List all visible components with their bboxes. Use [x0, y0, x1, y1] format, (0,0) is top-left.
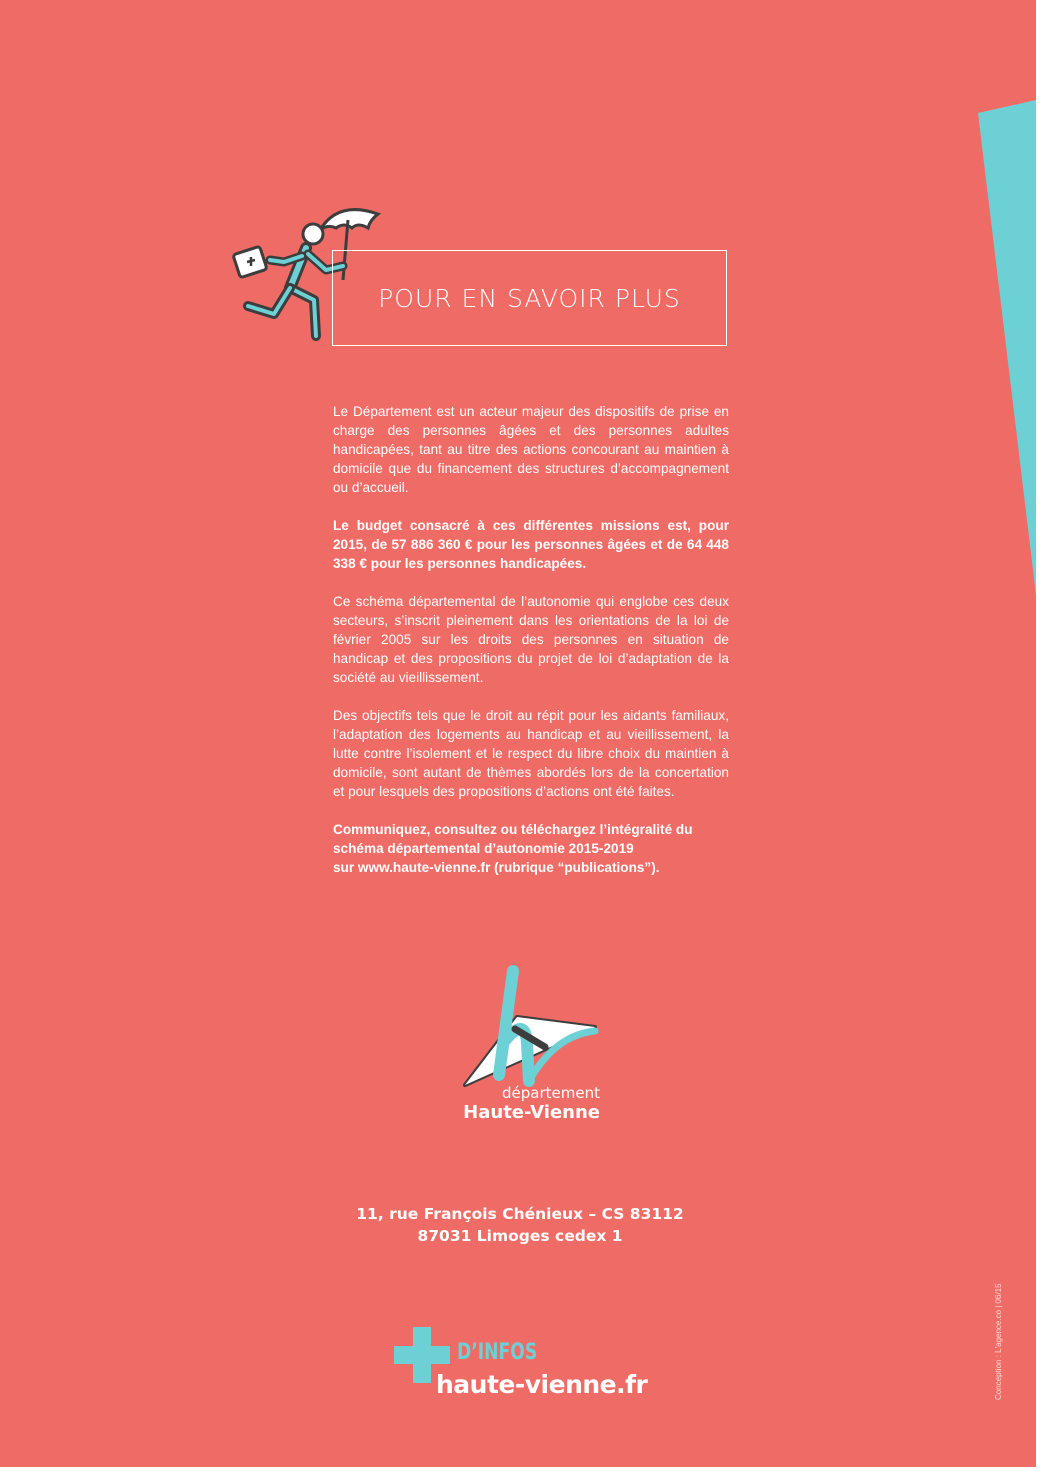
paragraph-schema: Ce schéma départemental de l’autonomie qui englobe ces deux secteurs, s’inscrit pleinement dans les orientations de la loi de février 2005 sur les droits des personnes en situation de handicap et des propositions du projet de loi d’adaptation de la société au vieillissement. [333, 594, 729, 685]
title-box [332, 250, 727, 346]
dinfos-label: D’INFOS [457, 1340, 538, 1365]
paragraph-budget: Le budget consacré à ces différentes missions est, pour 2015, de 57 886 360 € pour les personnes âgées et de 64 448 338 € pour les personnes handicapées. [333, 518, 729, 571]
body-text [333, 402, 729, 896]
logo-line-departement: département [502, 1084, 600, 1102]
paragraph-intro: Le Département est un acteur majeur des dispositifs de prise en charge des personnes âgées et des personnes adultes handicapées, tant au titre des actions concourant au maintien à domicile que du financement des structures d’accompagnement ou d’accueil. [333, 404, 729, 495]
paragraph-publication [333, 820, 729, 877]
logo-line-haute-vienne: Haute-Vienne [463, 1102, 600, 1123]
publication-line-1: Communiquez, consultez ou téléchargez l’intégralité du [333, 822, 693, 837]
postal-address [320, 1203, 720, 1247]
publication-line-3[interactable]: sur www.haute-vienne.fr (rubrique “publications”). [333, 860, 660, 875]
address-line-2: 87031 Limoges cedex 1 [417, 1227, 623, 1245]
publication-line-2: schéma départemental d’autonomie 2015-2019 [333, 841, 634, 856]
page-title: POUR EN SAVOIR PLUS [378, 283, 681, 313]
design-credit: Conception : L'agence.co | 06/15 [994, 1283, 1003, 1400]
paragraph-objectives: Des objectifs tels que le droit au répit pour les aidants familiaux, l’adaptation des logements au handicap et au vieillissement, la lutte contre l’isolement et le respect du libre choix du maintien à domicile, sont autant de thèmes abordés lors de la concertation et pour lesquels des propositions d’actions ont été faites. [333, 708, 729, 799]
website-link[interactable]: haute-vienne.fr [436, 1370, 648, 1399]
address-line-1: 11, rue François Chénieux – CS 83112 [356, 1205, 684, 1223]
